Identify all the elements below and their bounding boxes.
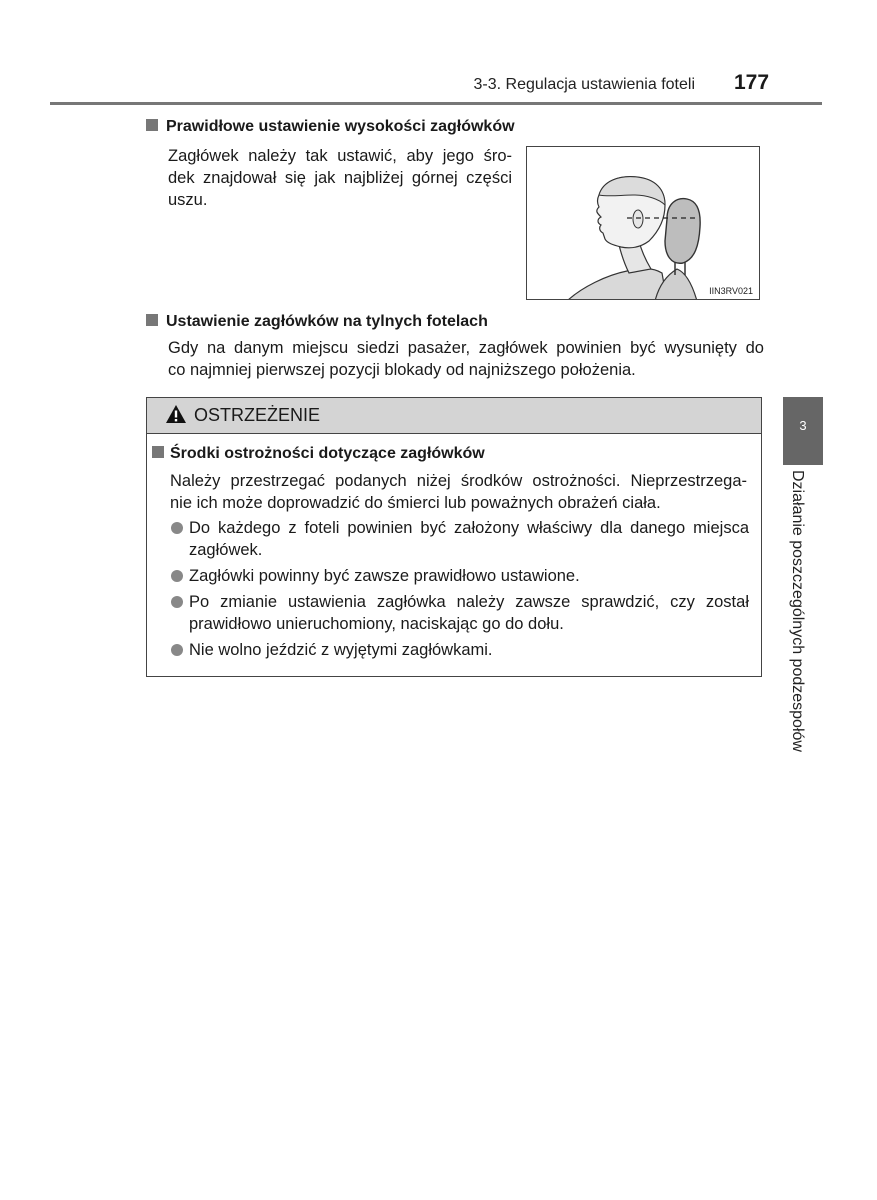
- paragraph-line: uszu.: [168, 191, 208, 209]
- section-heading-text: Prawidłowe ustawienie wysokości zagłówków: [166, 118, 515, 135]
- warning-subheading: [152, 445, 485, 463]
- figure-code: IIN3RV021: [709, 286, 753, 296]
- bullet-text: Nie wolno jeździć z wyjętymi zagłówkami.: [189, 641, 493, 659]
- bullet-dot-icon: [171, 522, 183, 534]
- section-heading-front-headrest: [146, 118, 515, 136]
- warning-intro: [170, 470, 747, 514]
- chapter-number: 3: [799, 418, 807, 433]
- warning-bullet: [171, 591, 749, 635]
- bullet-text: Do każdego z foteli powinien być założony właściwy dla danego miejsca zagłówek.: [189, 519, 749, 559]
- warning-bullet: [171, 517, 749, 561]
- bullet-text: Po zmianie ustawienia zagłówka należy zawsze sprawdzić, czy został prawidłowo unieruchomiony, naciskając go do dołu.: [189, 593, 749, 633]
- section1-paragraph: [168, 145, 512, 211]
- running-header-title: 3-3. Regulacja ustawienia foteli: [473, 76, 695, 93]
- warning-subheading-text: Środki ostrożności dotyczące zagłówków: [170, 445, 485, 462]
- headrest-illustration-icon: [527, 147, 760, 300]
- bullet-text: Zagłówki powinny być zawsze prawidłowo ustawione.: [189, 567, 580, 585]
- paragraph-line: nie ich może doprowadzić do śmierci lub poważnych obrażeń ciała.: [170, 494, 661, 512]
- chapter-title: Działanie poszczególnych podzespołów: [789, 470, 806, 752]
- warning-header: [147, 398, 761, 434]
- bullet-dot-icon: [171, 596, 183, 608]
- page-number: 177: [734, 71, 770, 94]
- headrest-figure: [526, 146, 760, 300]
- warning-title: OSTRZEŻENIE: [194, 405, 321, 425]
- section-heading-text: Ustawienie zagłówków na tylnych fotelach: [166, 313, 488, 330]
- paragraph-line: Należy przestrzegać podanych niżej środków ostrożności. Nieprzestrzega-: [170, 472, 747, 490]
- warning-triangle-icon: [165, 404, 187, 424]
- section-square-icon: [146, 314, 158, 326]
- warning-bullet: [171, 639, 749, 661]
- section-heading-rear-headrest: [146, 313, 488, 331]
- section2-paragraph: [168, 337, 764, 381]
- section-square-icon: [146, 119, 158, 131]
- bullet-dot-icon: [171, 644, 183, 656]
- paragraph-line: co najmniej pierwszej pozycji blokady od najniższego położenia.: [168, 361, 636, 379]
- paragraph-line: Gdy na danym miejscu siedzi pasażer, zagłówek powinien być wysunięty do: [168, 339, 764, 357]
- warning-box: [146, 397, 762, 677]
- chapter-title-vertical: [784, 470, 808, 790]
- section-square-icon: [152, 446, 164, 458]
- bullet-dot-icon: [171, 570, 183, 582]
- paragraph-line: dek znajdował się jak najbliżej górnej części: [168, 169, 512, 187]
- warning-bullet: [171, 565, 749, 587]
- chapter-tab[interactable]: [783, 397, 823, 465]
- header-divider: [50, 102, 822, 105]
- paragraph-line: Zagłówek należy tak ustawić, aby jego śro-: [168, 147, 512, 165]
